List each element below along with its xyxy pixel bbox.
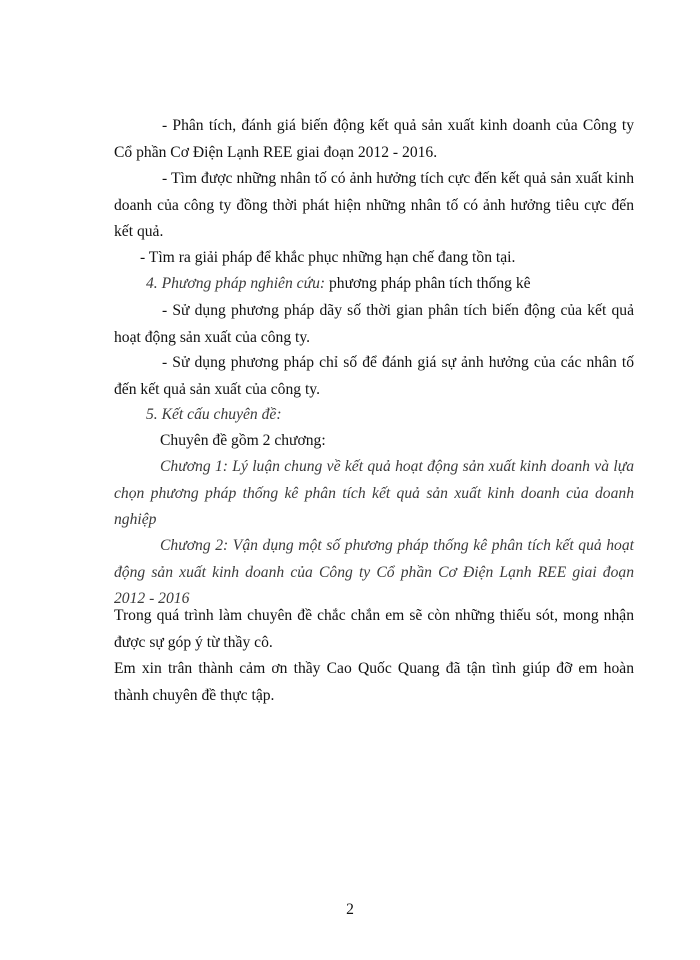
objective-solutions-paragraph: - Tìm ra giải pháp để khắc phục những hạn chế đang tồn tại.	[140, 249, 516, 266]
research-method-paragraph	[146, 271, 634, 298]
research-method-text: phương pháp phân tích thống kê	[325, 275, 531, 292]
chapter-1-paragraph: Chương 1: Lý luận chung về kết quả hoạt động sản xuất kinh doanh và lựa chọn phương pháp thống kê phân tích kết quả sản xuất kinh doanh của doanh nghiệp	[114, 458, 634, 528]
objective-analysis-paragraph: - Phân tích, đánh giá biến động kết quả sản xuất kinh doanh của Công ty Cổ phần Cơ Điện Lạnh REE giai đoạn 2012 - 2016.	[114, 117, 634, 161]
research-method-label: 4. Phương pháp nghiên cứu:	[146, 275, 326, 292]
closing-note-paragraph: Trong quá trình làm chuyên đề chắc chắn em sẽ còn những thiếu sót, mong nhận được sự góp ý từ thầy cô.	[114, 607, 634, 651]
objective-factors-paragraph: - Tìm được những nhân tố có ảnh hưởng tích cực đến kết quả sản xuất kinh doanh của công ty đồng thời phát hiện những nhân tố có ảnh hưởng tiêu cực đến kết quả.	[114, 170, 634, 240]
method-index-paragraph: - Sử dụng phương pháp chỉ số để đánh giá sự ảnh hưởng của các nhân tố đến kết quả sản xuất của công ty.	[114, 354, 634, 398]
method-time-series-paragraph: - Sử dụng phương pháp dãy số thời gian phân tích biến động của kết quả hoạt động sản xuất của công ty.	[114, 302, 634, 346]
chapters-intro-paragraph: Chuyên đề gồm 2 chương:	[160, 432, 326, 449]
page-number: 2	[346, 901, 354, 918]
acknowledgement-paragraph: Em xin trân thành cảm ơn thầy Cao Quốc Quang đã tận tình giúp đỡ em hoàn thành chuyên đề thực tập.	[114, 660, 634, 704]
structure-heading: 5. Kết cấu chuyên đề:	[146, 406, 282, 423]
chapter-2-paragraph: Chương 2: Vận dụng một số phương pháp thống kê phân tích kết quả hoạt động sản xuất kinh doanh của Công ty Cổ phần Cơ Điện Lạnh REE giai đoạn 2012 - 2016	[114, 537, 634, 607]
